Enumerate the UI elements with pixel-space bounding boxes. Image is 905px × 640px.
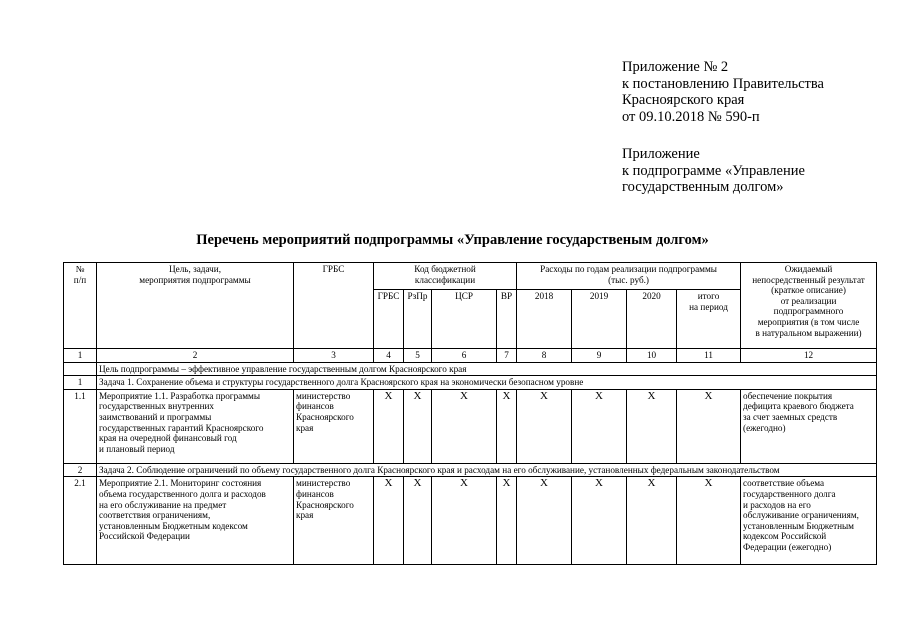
- header-year-2020: 2020: [627, 290, 677, 349]
- header-csr: ЦСР: [432, 290, 497, 349]
- activity-text-line: государственных гарантий Красноярского: [99, 422, 264, 433]
- mark-cell: X: [627, 389, 677, 463]
- task-num: 2: [64, 463, 97, 477]
- column-number: 8: [517, 349, 572, 363]
- sub-appendix-line: Приложение: [622, 146, 700, 162]
- mark-cell: X: [572, 389, 627, 463]
- header-budget-code-line: классификации: [414, 274, 476, 285]
- activity-grbs: [294, 477, 374, 565]
- activity-row: [64, 389, 877, 463]
- activity-text-line: Российской Федерации: [99, 531, 190, 542]
- activity-text-line: государственных внутренних: [99, 401, 215, 412]
- activity-grbs-line: края: [296, 422, 314, 433]
- activity-grbs-line: финансов: [296, 488, 334, 499]
- activity-text-line: края на очередной финансовый год: [99, 433, 237, 444]
- header-goal: [97, 263, 294, 349]
- document-title: Перечень мероприятий подпрограммы «Управление государственым долгом»: [196, 232, 709, 248]
- mark-cell: X: [432, 477, 497, 565]
- appendix-block: [622, 59, 882, 125]
- sub-appendix-line: государственным долгом»: [622, 179, 784, 195]
- mark-cell: X: [404, 477, 432, 565]
- header-num-line: п/п: [73, 274, 87, 285]
- header-result-line: подпрограммного: [773, 306, 844, 317]
- activity-text: [97, 389, 294, 463]
- activity-result-line: Федерации (ежегодно): [743, 541, 832, 552]
- activity-grbs-line: Красноярского: [296, 499, 354, 510]
- header-rzpr: РзПр: [404, 290, 432, 349]
- mark-cell: X: [497, 389, 517, 463]
- appendix-line: Приложение № 2: [622, 59, 729, 75]
- header-result-line: непосредственный результат: [752, 274, 865, 285]
- appendix-line: от 09.10.2018 № 590-п: [622, 108, 760, 125]
- activity-text-line: на его обслуживание на предмет: [99, 499, 227, 510]
- task-row: [64, 463, 877, 477]
- activity-num: 2.1: [64, 477, 97, 565]
- goal-num-cell: [64, 362, 97, 376]
- mark-cell: X: [677, 477, 741, 565]
- mark-cell: X: [374, 477, 404, 565]
- header-result-line: (краткое описание): [771, 285, 846, 296]
- activity-grbs-line: Красноярского: [296, 411, 354, 422]
- header-total-line: итого: [697, 291, 720, 301]
- header-expenses-line: Расходы по годам реализации подпрограммы: [540, 264, 717, 274]
- header-year-2019: 2019: [572, 290, 627, 349]
- sub-appendix-line: к подпрограмме «Управление: [622, 162, 805, 179]
- goal-text: Цель подпрограммы – эффективное управление государственным долгом Красноярского края: [97, 362, 877, 376]
- activity-text: [97, 477, 294, 565]
- activity-text-line: Мероприятие 1.1. Разработка программы: [99, 390, 261, 401]
- header-grbs: ГРБС: [294, 263, 374, 349]
- task-text: Задача 1. Сохранение объема и структуры государственного долга Красноярского края на экономически безопасном уровне: [97, 376, 877, 390]
- activity-text-line: установленным Бюджетным кодексом: [99, 520, 248, 531]
- mark-cell: X: [517, 389, 572, 463]
- header-goal-line: Цель, задачи,: [168, 264, 221, 274]
- activities-table: [63, 262, 877, 565]
- column-number: 2: [97, 349, 294, 363]
- activity-result-line: кодексом Российской: [743, 531, 827, 542]
- mark-cell: X: [517, 477, 572, 565]
- mark-cell: X: [404, 389, 432, 463]
- column-number: 10: [627, 349, 677, 363]
- activity-num: 1.1: [64, 389, 97, 463]
- header-year-2018: 2018: [517, 290, 572, 349]
- mark-cell: X: [627, 477, 677, 565]
- column-number: 11: [677, 349, 741, 363]
- activity-result: [741, 477, 877, 565]
- activity-row: [64, 477, 877, 565]
- activity-text-line: соответствия ограничениям,: [99, 510, 211, 521]
- column-number: 12: [741, 349, 877, 363]
- activity-grbs-line: финансов: [296, 401, 334, 412]
- column-number: 1: [64, 349, 97, 363]
- activity-text-line: и плановый период: [99, 443, 175, 454]
- activity-result: [741, 389, 877, 463]
- activity-grbs-line: министерство: [296, 478, 351, 489]
- appendix-line: к постановлению Правительства: [622, 75, 824, 92]
- column-number: 6: [432, 349, 497, 363]
- header-total-line: на период: [689, 301, 728, 312]
- activity-result-line: (ежегодно): [743, 422, 786, 433]
- goal-row: [64, 362, 877, 376]
- activity-text-line: Мероприятие 2.1. Мониторинг состояния: [99, 478, 262, 489]
- activity-result-line: обеспечение покрытия: [743, 390, 833, 401]
- header-grbs-short: ГРБС: [374, 290, 404, 349]
- mark-cell: X: [572, 477, 627, 565]
- header-num: [64, 263, 97, 349]
- header-result-line: мероприятия (в том числе: [757, 316, 860, 327]
- header-num-line: №: [75, 264, 85, 274]
- column-numbers-row: [64, 349, 877, 363]
- header-result-line: от реализации: [780, 295, 837, 306]
- activity-result-line: и расходов на его: [743, 499, 811, 510]
- column-number: 9: [572, 349, 627, 363]
- column-number: 4: [374, 349, 404, 363]
- column-number: 3: [294, 349, 374, 363]
- task-num: 1: [64, 376, 97, 390]
- header-vr: ВР: [497, 290, 517, 349]
- column-number: 7: [497, 349, 517, 363]
- mark-cell: X: [497, 477, 517, 565]
- column-number: 5: [404, 349, 432, 363]
- activity-grbs: [294, 389, 374, 463]
- task-text: Задача 2. Соблюдение ограничений по объему государственного долга Красноярского края и расходам на его обслуживание, установленных федеральным законодательством: [97, 463, 877, 477]
- activity-result-line: установленным Бюджетным: [743, 520, 854, 531]
- activity-grbs-line: министерство: [296, 390, 351, 401]
- header-budget-code-line: Код бюджетной: [414, 264, 476, 274]
- activity-result-line: государственного долга: [743, 488, 836, 499]
- header-result-line: в натуральном выражении): [755, 327, 862, 338]
- task-row: [64, 376, 877, 390]
- activity-grbs-line: края: [296, 510, 314, 521]
- mark-cell: X: [677, 389, 741, 463]
- appendix-line: Красноярского края: [622, 92, 745, 108]
- header-result: [741, 263, 877, 349]
- header-expenses: [517, 263, 741, 290]
- sub-appendix-block: [622, 146, 882, 196]
- mark-cell: X: [432, 389, 497, 463]
- header-budget-code: [374, 263, 517, 290]
- activity-result-line: за счет заемных средств: [743, 411, 838, 422]
- header-row: [64, 263, 877, 290]
- activity-result-line: дефицита краевого бюджета: [743, 401, 854, 412]
- header-total: [677, 290, 741, 349]
- activity-result-line: соответствие объема: [743, 478, 825, 489]
- header-goal-line: мероприятия подпрограммы: [139, 274, 251, 285]
- header-expenses-line: (тыс. руб.): [608, 274, 649, 285]
- header-result-line: Ожидаемый: [784, 264, 833, 274]
- activity-text-line: объема государственного долга и расходов: [99, 488, 266, 499]
- activity-result-line: обслуживание ограничениям,: [743, 510, 859, 521]
- mark-cell: X: [374, 389, 404, 463]
- activity-text-line: заимствований и программы: [99, 411, 212, 422]
